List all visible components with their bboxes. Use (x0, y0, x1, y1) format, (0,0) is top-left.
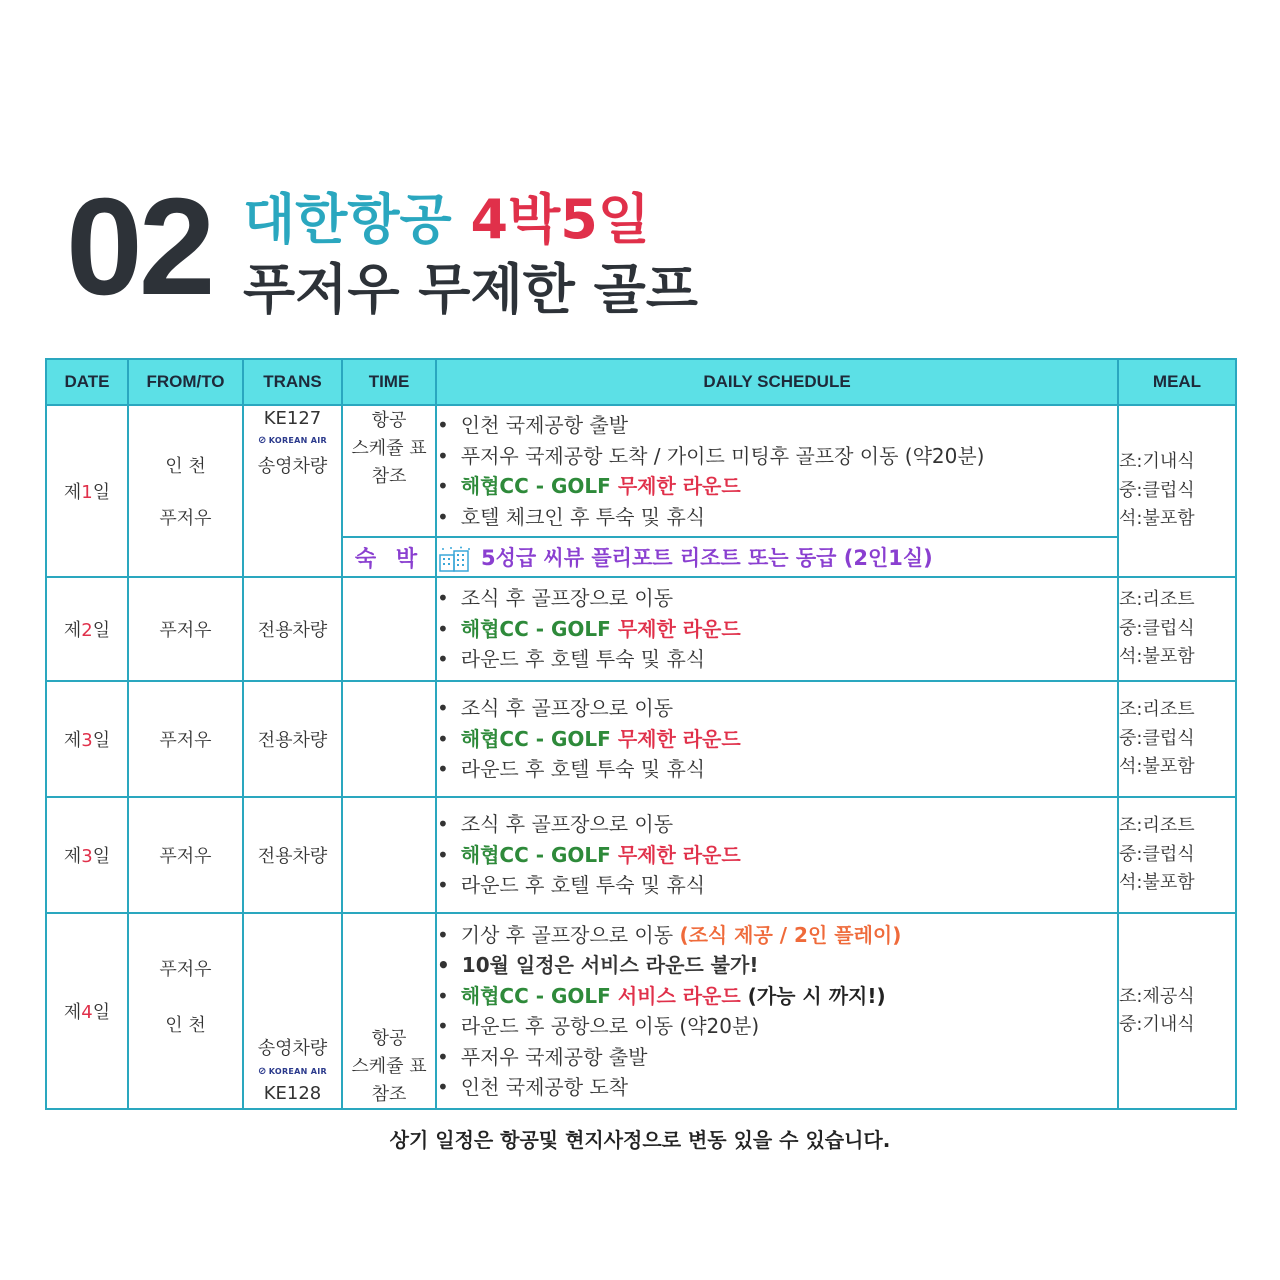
round-type-text: 서비스 라운드 (617, 983, 741, 1008)
time-cell (342, 913, 436, 1109)
table-row (46, 797, 1236, 913)
page-subtitle: 푸저우 무제한 골프 (243, 258, 698, 321)
day-cell (46, 913, 128, 1109)
list-item: • 조식 후 골프장으로 이동 (437, 583, 1117, 614)
day-cell (46, 405, 128, 577)
stay-label: 숙 박 (342, 537, 436, 577)
day-number: 1 (81, 482, 93, 503)
meal-cell (1118, 577, 1236, 681)
list-item: • 인천 국제공항 출발 (437, 410, 1117, 441)
column-header-daily-schedule: DAILY SCHEDULE (436, 359, 1118, 405)
table-row (46, 405, 1236, 537)
list-item: • 10월 일정은 서비스 라운드 불가! (437, 950, 1117, 981)
meal-cell (1118, 913, 1236, 1109)
schedule-cell (436, 681, 1118, 797)
meal-dinner: 석:불포함 (1119, 756, 1195, 778)
stay-cell (436, 537, 1118, 577)
list-item: • 조식 후 골프장으로 이동 (437, 693, 1117, 724)
meal-lunch: 중:클럽식 (1119, 617, 1195, 639)
meal-dinner: 석:불포함 (1119, 646, 1195, 668)
time-line: 항공 (371, 410, 407, 431)
from-to-cell: 푸저우 (128, 577, 243, 681)
schedule-list (437, 410, 1117, 532)
day-suffix: 일 (92, 846, 111, 867)
list-item (437, 981, 1117, 1012)
list-item: • 조식 후 골프장으로 이동 (437, 809, 1117, 840)
korean-air-logo-icon: ⊘ (258, 435, 267, 446)
list-item (437, 614, 1117, 645)
time-line: 참조 (371, 466, 407, 487)
meal-lunch: 중:클럽식 (1119, 479, 1195, 501)
round-type-text: 무제한 라운드 (617, 726, 741, 751)
meal-breakfast: 조:제공식 (1119, 985, 1195, 1007)
day-cell (46, 577, 128, 681)
round-type-text: 무제한 라운드 (617, 616, 741, 641)
schedule-cell (436, 405, 1118, 537)
day-suffix: 일 (92, 1002, 111, 1023)
time-line: 스케쥴 표 (351, 438, 427, 459)
column-header-trans: TRANS (243, 359, 342, 405)
from-city: 푸저우 (159, 959, 212, 980)
golf-course-text: 해협CC - GOLF (460, 983, 618, 1008)
meal-cell (1118, 681, 1236, 797)
meal-dinner: 석:불포함 (1119, 508, 1195, 530)
meal-breakfast: 조:기내식 (1119, 451, 1195, 473)
round-type-text: 무제한 라운드 (617, 474, 741, 498)
table-row (46, 681, 1236, 797)
time-cell (342, 577, 436, 681)
from-to-cell: 푸저우 (128, 797, 243, 913)
schedule-table (45, 358, 1237, 1110)
vehicle: 송영차량 (257, 456, 328, 477)
section-number: 02 (66, 170, 212, 324)
korean-air-logo-text: KOREAN AIR (268, 1067, 327, 1076)
trans-cell (243, 913, 342, 1109)
table-row (46, 577, 1236, 681)
day-suffix: 일 (92, 620, 111, 641)
time-line: 참조 (371, 1084, 407, 1105)
meal-breakfast: 조:리조트 (1119, 589, 1195, 611)
meal-lunch: 중:클럽식 (1119, 843, 1195, 865)
time-line: 항공 (371, 1028, 407, 1049)
list-item (437, 471, 1117, 502)
schedule-cell (436, 797, 1118, 913)
day-prefix: 제 (63, 846, 82, 867)
column-header-date: DATE (46, 359, 128, 405)
from-city: 인 천 (165, 456, 206, 477)
golf-course-text: 해협CC - GOLF (460, 842, 618, 867)
list-item (437, 920, 1117, 951)
golf-course-text: 해협CC - GOLF (460, 726, 618, 751)
flight-number: KE128 (263, 1083, 322, 1104)
column-header-from-to: FROM/TO (128, 359, 243, 405)
from-to-cell (128, 405, 243, 577)
time-cell (342, 405, 436, 537)
day-prefix: 제 (63, 1002, 82, 1023)
day-number: 3 (81, 846, 93, 867)
day-number: 3 (81, 730, 93, 751)
schedule-text: 기상 후 골프장으로 이동 (460, 922, 680, 947)
round-type-text: 무제한 라운드 (617, 842, 741, 867)
meal-lunch: 중:클럽식 (1119, 727, 1195, 749)
column-header-meal: MEAL (1118, 359, 1236, 405)
korean-air-logo (258, 1066, 327, 1077)
golf-course-text: 해협CC - GOLF (460, 474, 618, 498)
list-item: • 라운드 후 호텔 투숙 및 휴식 (437, 644, 1117, 675)
trans-cell: 전용차량 (243, 681, 342, 797)
schedule-cell (436, 577, 1118, 681)
from-to-cell: 푸저우 (128, 681, 243, 797)
list-item: • 호텔 체크인 후 투숙 및 휴식 (437, 502, 1117, 533)
round-note: (가능 시 까지!) (740, 983, 886, 1008)
list-item: • 인천 국제공항 도착 (437, 1072, 1117, 1103)
breakfast-note: (조식 제공 / 2인 플레이) (679, 922, 902, 947)
schedule-list (437, 583, 1117, 675)
vehicle: 송영차량 (257, 1038, 328, 1059)
title-duration: 4박5일 (470, 188, 650, 251)
day-prefix: 제 (63, 482, 82, 503)
day-prefix: 제 (63, 620, 82, 641)
day-cell (46, 681, 128, 797)
day-suffix: 일 (92, 730, 111, 751)
list-item: • 푸저우 국제공항 도착 / 가이드 미팅후 골프장 이동 (약20분) (437, 441, 1117, 472)
schedule-list (437, 920, 1117, 1103)
meal-breakfast: 조:리조트 (1119, 699, 1195, 721)
korean-air-logo-icon: ⊘ (258, 1066, 267, 1077)
day-number: 4 (81, 1002, 93, 1023)
korean-air-logo (258, 435, 327, 446)
flight-number: KE127 (263, 408, 322, 429)
title-airline: 대한항공 (243, 188, 452, 251)
day-cell (46, 797, 128, 913)
list-item: • 푸저우 국제공항 출발 (437, 1042, 1117, 1073)
meal-dinner: 석:불포함 (1119, 872, 1195, 894)
golf-course-text: 해협CC - GOLF (460, 616, 618, 641)
list-item: • 라운드 후 호텔 투숙 및 휴식 (437, 870, 1117, 901)
list-item: • 라운드 후 공항으로 이동 (약20분) (437, 1011, 1117, 1042)
meal-cell (1118, 405, 1236, 577)
meal-lunch: 중:기내식 (1119, 1014, 1195, 1035)
korean-air-logo-text: KOREAN AIR (268, 436, 327, 445)
column-header-time: TIME (342, 359, 436, 405)
list-item (437, 840, 1117, 871)
from-to-cell (128, 913, 243, 1109)
stay-text: 5성급 씨뷰 플리포트 리조트 또는 동급 (2인1실) (481, 546, 933, 570)
hotel-icon (437, 546, 473, 572)
time-line: 스케쥴 표 (351, 1056, 427, 1077)
to-city: 인 천 (165, 1015, 206, 1036)
schedule-cell (436, 913, 1118, 1109)
table-row (46, 913, 1236, 1109)
schedule-list (437, 809, 1117, 901)
list-item: • 라운드 후 호텔 투숙 및 휴식 (437, 754, 1117, 785)
list-item (437, 724, 1117, 755)
trans-cell (243, 405, 342, 577)
day-number: 2 (81, 620, 93, 641)
page-title (243, 190, 650, 249)
schedule-list (437, 693, 1117, 785)
time-cell (342, 681, 436, 797)
day-prefix: 제 (63, 730, 82, 751)
trans-cell: 전용차량 (243, 797, 342, 913)
day-suffix: 일 (92, 482, 111, 503)
footer-notice: 상기 일정은 항공및 현지사정으로 변동 있을 수 있습니다. (389, 1128, 891, 1152)
to-city: 푸저우 (159, 508, 212, 529)
table-header-row (46, 359, 1236, 405)
meal-breakfast: 조:리조트 (1119, 815, 1195, 837)
time-cell (342, 797, 436, 913)
meal-cell (1118, 797, 1236, 913)
trans-cell: 전용차량 (243, 577, 342, 681)
